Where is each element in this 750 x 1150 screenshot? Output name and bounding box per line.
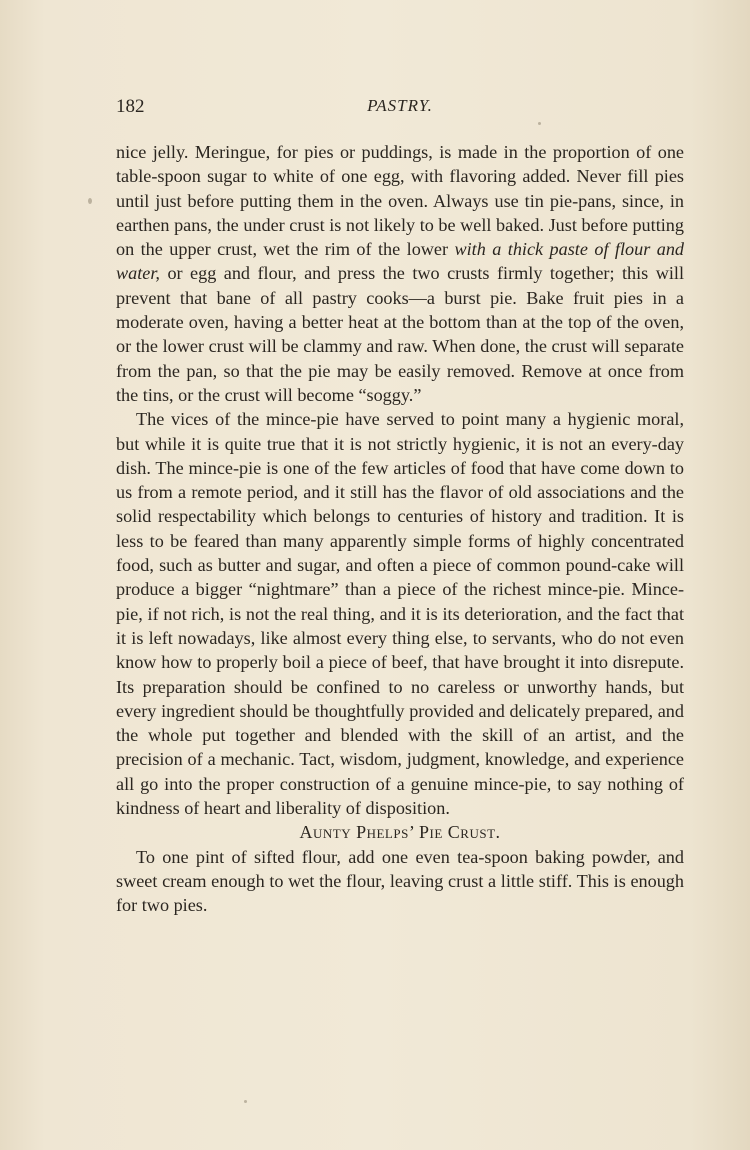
paper-speck [88,198,92,204]
page-header [116,96,684,122]
body-text [116,140,684,918]
running-head: PASTRY. [367,96,433,115]
page-number: 182 [116,96,145,117]
paragraph-3: To one pint of sifted flour, add one even tea-spoon baking powder, and sweet cream enough to wet the flour, leaving crust a little stiff. This is enough for two pies. [116,846,684,916]
paragraph-2: The vices of the mince-pie have served to point many a hygienic moral, but while it is quite true that it is not strictly hygienic, it is not an every-day dish. The mince-pie is one of the few articles of food that have come down to us from a remote period, and it still has the flavor of old associations and the solid respectability which belongs to centuries of history and tradition. It is less to be feared than many apparently simple forms of highly concentrated food, such as butter and sugar, and often a piece of common pound-cake will produce a bigger “nightmare” than a piece of the richest mince-pie. Mince-pie, if not rich, is not the real thing, and it is its deterioration, and the fact that it is left nowadays, like almost every thing else, to servants, who do not even know how to properly boil a piece of beef, that have brought it into disrepute. Its preparation should be confined to no careless or unworthy hands, but every ingredient should be thoughtfully provided and delicately prepared, and the whole put together and blended with the skill of an artist, and the precision of a mechanic. Tact, wisdom, judgment, knowledge, and experience all go into the proper construction of a genuine mince-pie, to say nothing of kindness of heart and liberality of disposition. [116,409,684,819]
paper-speck [244,1100,247,1103]
paragraph-1-end: or egg and flour, and press the two crusts firmly together; this will prevent that bane of all pastry cooks—a burst pie. Bake fruit pies in a moderate oven, having a better heat at the bottom than at the top of the oven, or the lower crust will be clammy and raw. When done, the crust will separate from the pan, so that the pie may be easily removed. Remove at once from the tins, or the crust will become “soggy.” [116,263,685,405]
paragraph-1 [116,140,684,407]
recipe-heading: Aunty Phelps’ Pie Crust. [299,822,501,843]
paper-speck [538,122,541,125]
paragraph-1-italic: with a thick paste of flour and water, [116,239,685,284]
paragraph-1-start: nice jelly. Meringue, for pies or puddings, is made in the proportion of one table-spoon sugar to white of one egg, with flavoring added. Never fill pies until just before putting them in the oven. Always use tin pie-pans, since, in earthen pans, the under crust is not likely to be well baked. Just before putting on the upper crust, wet the rim of the lower [116,142,684,260]
